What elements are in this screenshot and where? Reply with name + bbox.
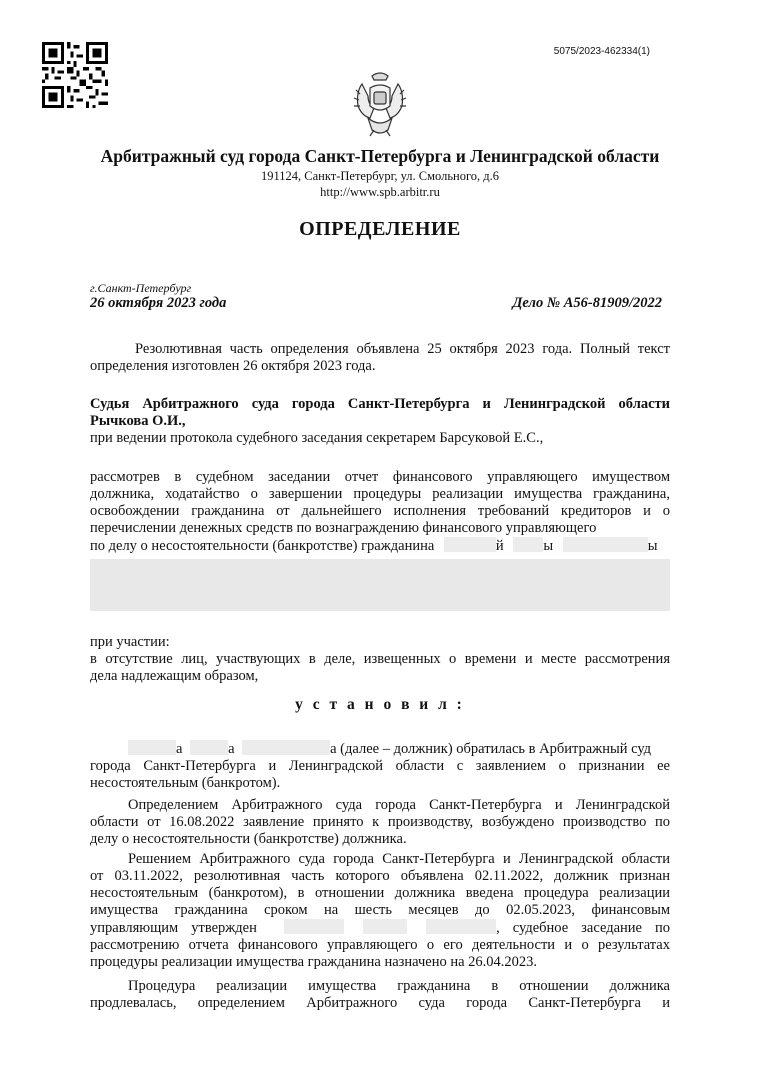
paragraph-1 [90, 740, 670, 792]
document-number: 5075/2023-462334(1) [553, 46, 650, 57]
redacted-text [190, 740, 228, 755]
paragraph-3-line-5-start: управляющим утвержден [90, 920, 257, 936]
judge-line-2: Рычкова О.И., [90, 413, 186, 429]
redacted-suffix: ы [647, 538, 658, 554]
paragraph-1-line-1 [90, 740, 670, 758]
absence-line-1: в отсутствие лиц, участвующих в деле, извещенных о времени и месте рассмотрения [90, 651, 670, 667]
secretary-line: при ведении протокола судебного заседания секретарем Барсуковой Е.С., [90, 430, 544, 446]
coat-of-arms-icon [348, 70, 412, 140]
considered-line-3: освобождении гражданина от дальнейшего исполнения требований кредиторов и о [90, 503, 670, 519]
considered-paragraph [90, 469, 670, 555]
redacted-text [284, 919, 344, 934]
paragraph-3-line-6: рассмотрению отчета финансового управляющего о его деятельности и о результатах [90, 937, 670, 953]
paragraph-3-line-5-end: , судебное заседание по [496, 920, 671, 936]
considered-line-5 [90, 537, 670, 555]
redacted-text [363, 919, 407, 934]
paragraph-3-line-3: несостоятельным (банкротом), в отношении должника введена процедура реализации [90, 885, 670, 901]
established-heading: у с т а н о в и л : [295, 696, 465, 713]
considered-line-1: рассмотрев в судебном заседании отчет финансового управляющего имуществом [90, 469, 670, 485]
absence-line-2: дела надлежащим образом, [90, 668, 259, 684]
paragraph-2-line-2: области от 16.08.2022 заявление принято к производству, возбуждено производство по [90, 814, 670, 830]
redacted-text [444, 537, 496, 552]
paragraph-4-line-2: продлевалась, определением Арбитражного суда города Санкт-Петербурга и [90, 995, 670, 1011]
court-address [0, 168, 760, 200]
redacted-suffix: ы [543, 538, 554, 554]
paragraph-3 [90, 851, 670, 971]
participation-paragraph [90, 634, 670, 685]
paragraph-2 [90, 797, 670, 848]
redacted-suffix: а [176, 741, 183, 757]
considered-line-2: должника, ходатайство о завершении процедуры реализации имущества гражданина, [90, 486, 670, 502]
paragraph-3-line-1: Решением Арбитражного суда города Санкт-Петербурга и Ленинградской области [128, 851, 670, 867]
paragraph-3-line-2: от 03.11.2022, резолютивная часть которого объявлена 02.11.2022, должник признан [90, 868, 670, 884]
paragraph-1-line-2: города Санкт-Петербурга и Ленинградской области с заявлением о признании ее [90, 758, 670, 774]
court-name: Арбитражный суд города Санкт-Петербурга и Ленинградской области [100, 146, 660, 166]
paragraph-3-line-7: процедуры реализации имущества гражданина назначено на 26.04.2023. [90, 954, 538, 970]
resolution-paragraph: Резолютивная часть определения объявлена 25 октября 2023 года. Полный текст определения изготовлен 26 октября 2023 года. [90, 341, 670, 374]
participation-line: при участии: [90, 634, 170, 650]
paragraph-4-line-1: Процедура реализации имущества гражданина в отношении должника [128, 978, 670, 994]
city: г.Санкт-Петербург [90, 281, 192, 295]
case-number: Дело № А56-81909/2022 [512, 295, 662, 311]
redacted-text [426, 919, 496, 934]
paragraph-2-line-1: Определением Арбитражного суда города Санкт-Петербурга и Ленинградской [128, 797, 670, 813]
judge-block [90, 396, 670, 447]
redacted-suffix: а [228, 741, 235, 757]
qr-code-icon [42, 42, 108, 108]
considered-line-4: перечислении денежных средств по вознаграждению финансового управляющего [90, 520, 597, 536]
redacted-text [128, 740, 176, 755]
redacted-text [242, 740, 330, 755]
paragraph-3-line-4: имущества гражданина сроком на шесть месяцев до 02.05.2023, финансовым [90, 902, 670, 918]
judge-line-1: Судья Арбитражного суда города Санкт-Петербурга и Ленинградской области [90, 396, 670, 412]
redacted-text [513, 537, 543, 552]
paragraph-1-line-3: несостоятельным (банкротом). [90, 775, 281, 791]
document-date: 26 октября 2023 года [90, 295, 227, 311]
court-address-line: 191124, Санкт-Петербург, ул. Смольного, д.6 [260, 169, 500, 183]
paragraph-2-line-3: делу о несостоятельности (банкротстве) должника. [90, 831, 407, 847]
paragraph-4 [90, 978, 670, 1012]
document-title: ОПРЕДЕЛЕНИЕ [299, 218, 461, 240]
paragraph-1-text: а (далее – должник) обратилась в Арбитражный суд [330, 741, 652, 757]
redacted-block [90, 559, 670, 611]
paragraph-3-line-5 [90, 919, 670, 937]
court-website: http://www.spb.arbitr.ru [320, 185, 440, 199]
redacted-suffix: й [495, 538, 504, 554]
redacted-text [563, 537, 648, 552]
considered-line-5-text: по делу о несостоятельности (банкротстве) гражданина [90, 538, 435, 554]
